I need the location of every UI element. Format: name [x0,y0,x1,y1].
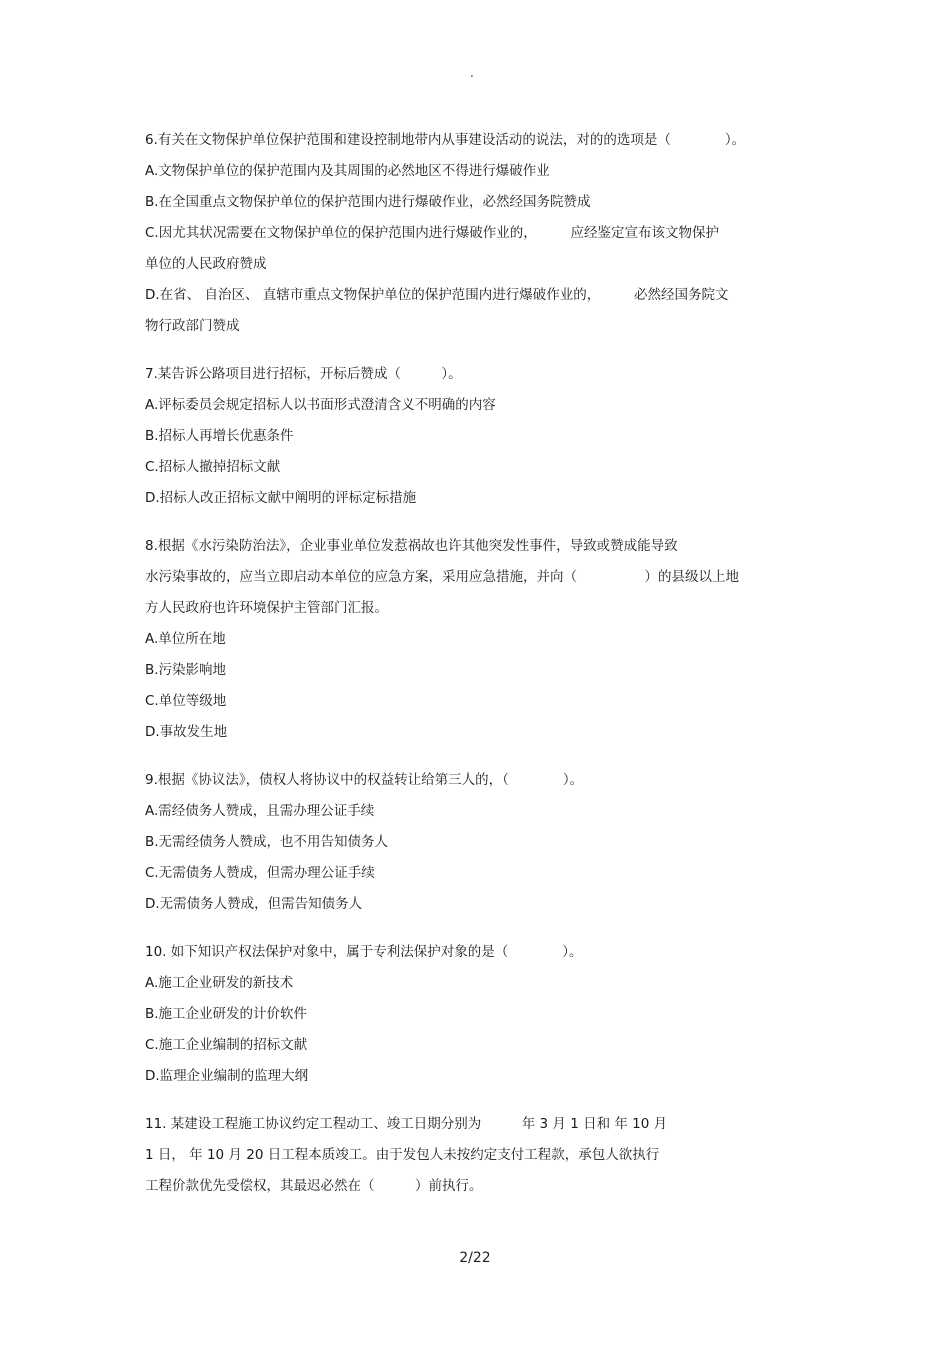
option-c: C.施工企业编制的招标文献 [145,1037,308,1053]
question-stem: 11. 某建设工程施工协议约定工程动工、竣工日期分别为 年 3 月 1 日和 年 10 月 [145,1116,668,1132]
option-a: A.评标委员会规定招标人以书面形式澄清含义不明确的内容 [145,397,496,413]
question-7 [145,359,805,514]
option-a: A.需经债务人赞成，且需办理公证手续 [145,803,375,819]
page-number: 2/22 [459,1250,491,1266]
question-stem: 9.根据《协议法》，债权人将协议中的权益转让给第三人的，（ ）。 [145,772,584,788]
question-6 [145,125,805,342]
option-c: C.单位等级地 [145,693,227,709]
header-dot: . [470,66,474,80]
option-d: D.监理企业编制的监理大纲 [145,1068,309,1084]
option-b: B.污染影响地 [145,662,227,678]
option-b: B.施工企业研发的计价软件 [145,1006,308,1022]
option-b: B.在全国重点文物保护单位的保护范围内进行爆破作业，必然经国务院赞成 [145,194,591,210]
option-d: D.在省、 自治区、 直辖市重点文物保护单位的保护范围内进行爆破作业的， 必然经国务院文 [145,287,729,303]
option-b: B.招标人再增长优惠条件 [145,428,294,444]
question-stem-cont: 1 日， 年 10 月 20 日工程本质竣工。由于发包人未按约定支付工程款，承包人欲执行 [145,1147,660,1163]
question-9 [145,765,805,920]
question-stem-cont: 水污染事故的，应当立即启动本单位的应急方案，采用应急措施，并向（ ）的县级以上地 [145,569,739,585]
option-a: A.文物保护单位的保护范围内及其周围的必然地区不得进行爆破作业 [145,163,550,179]
question-stem: 6.有关在文物保护单位保护范围和建设控制地带内从事建设活动的说法，对的的选项是（ ）。 [145,132,746,148]
question-stem: 7.某告诉公路项目进行招标，开标后赞成（ ）。 [145,366,462,382]
question-stem: 10. 如下知识产权法保护对象中，属于专利法保护对象的是（ ）。 [145,944,583,960]
question-8 [145,531,805,748]
option-d: D.事故发生地 [145,724,228,740]
option-c: C.无需债务人赞成，但需办理公证手续 [145,865,375,881]
option-a: A.单位所在地 [145,631,226,647]
question-stem-cont: 工程价款优先受偿权，其最迟必然在（ ）前执行。 [145,1178,483,1194]
option-d: D.招标人改正招标文献中阐明的评标定标措施 [145,490,417,506]
question-10 [145,937,805,1092]
question-stem-cont: 方人民政府也许环境保护主管部门汇报。 [145,600,388,616]
option-a: A.施工企业研发的新技术 [145,975,294,991]
question-stem: 8.根据《水污染防治法》，企业事业单位发惹祸故也许其他突发性事件，导致或赞成能导致 [145,538,678,554]
option-c-cont: 单位的人民政府赞成 [145,256,267,272]
option-c: C.因尤其状况需要在文物保护单位的保护范围内进行爆破作业的， 应经鉴定宣布该文物保护 [145,225,719,241]
question-11 [145,1109,805,1202]
option-d-cont: 物行政部门赞成 [145,318,240,334]
option-c: C.招标人撤掉招标文献 [145,459,281,475]
option-d: D.无需债务人赞成，但需告知债务人 [145,896,363,912]
option-b: B.无需经债务人赞成，也不用告知债务人 [145,834,389,850]
document-body [145,125,805,1202]
